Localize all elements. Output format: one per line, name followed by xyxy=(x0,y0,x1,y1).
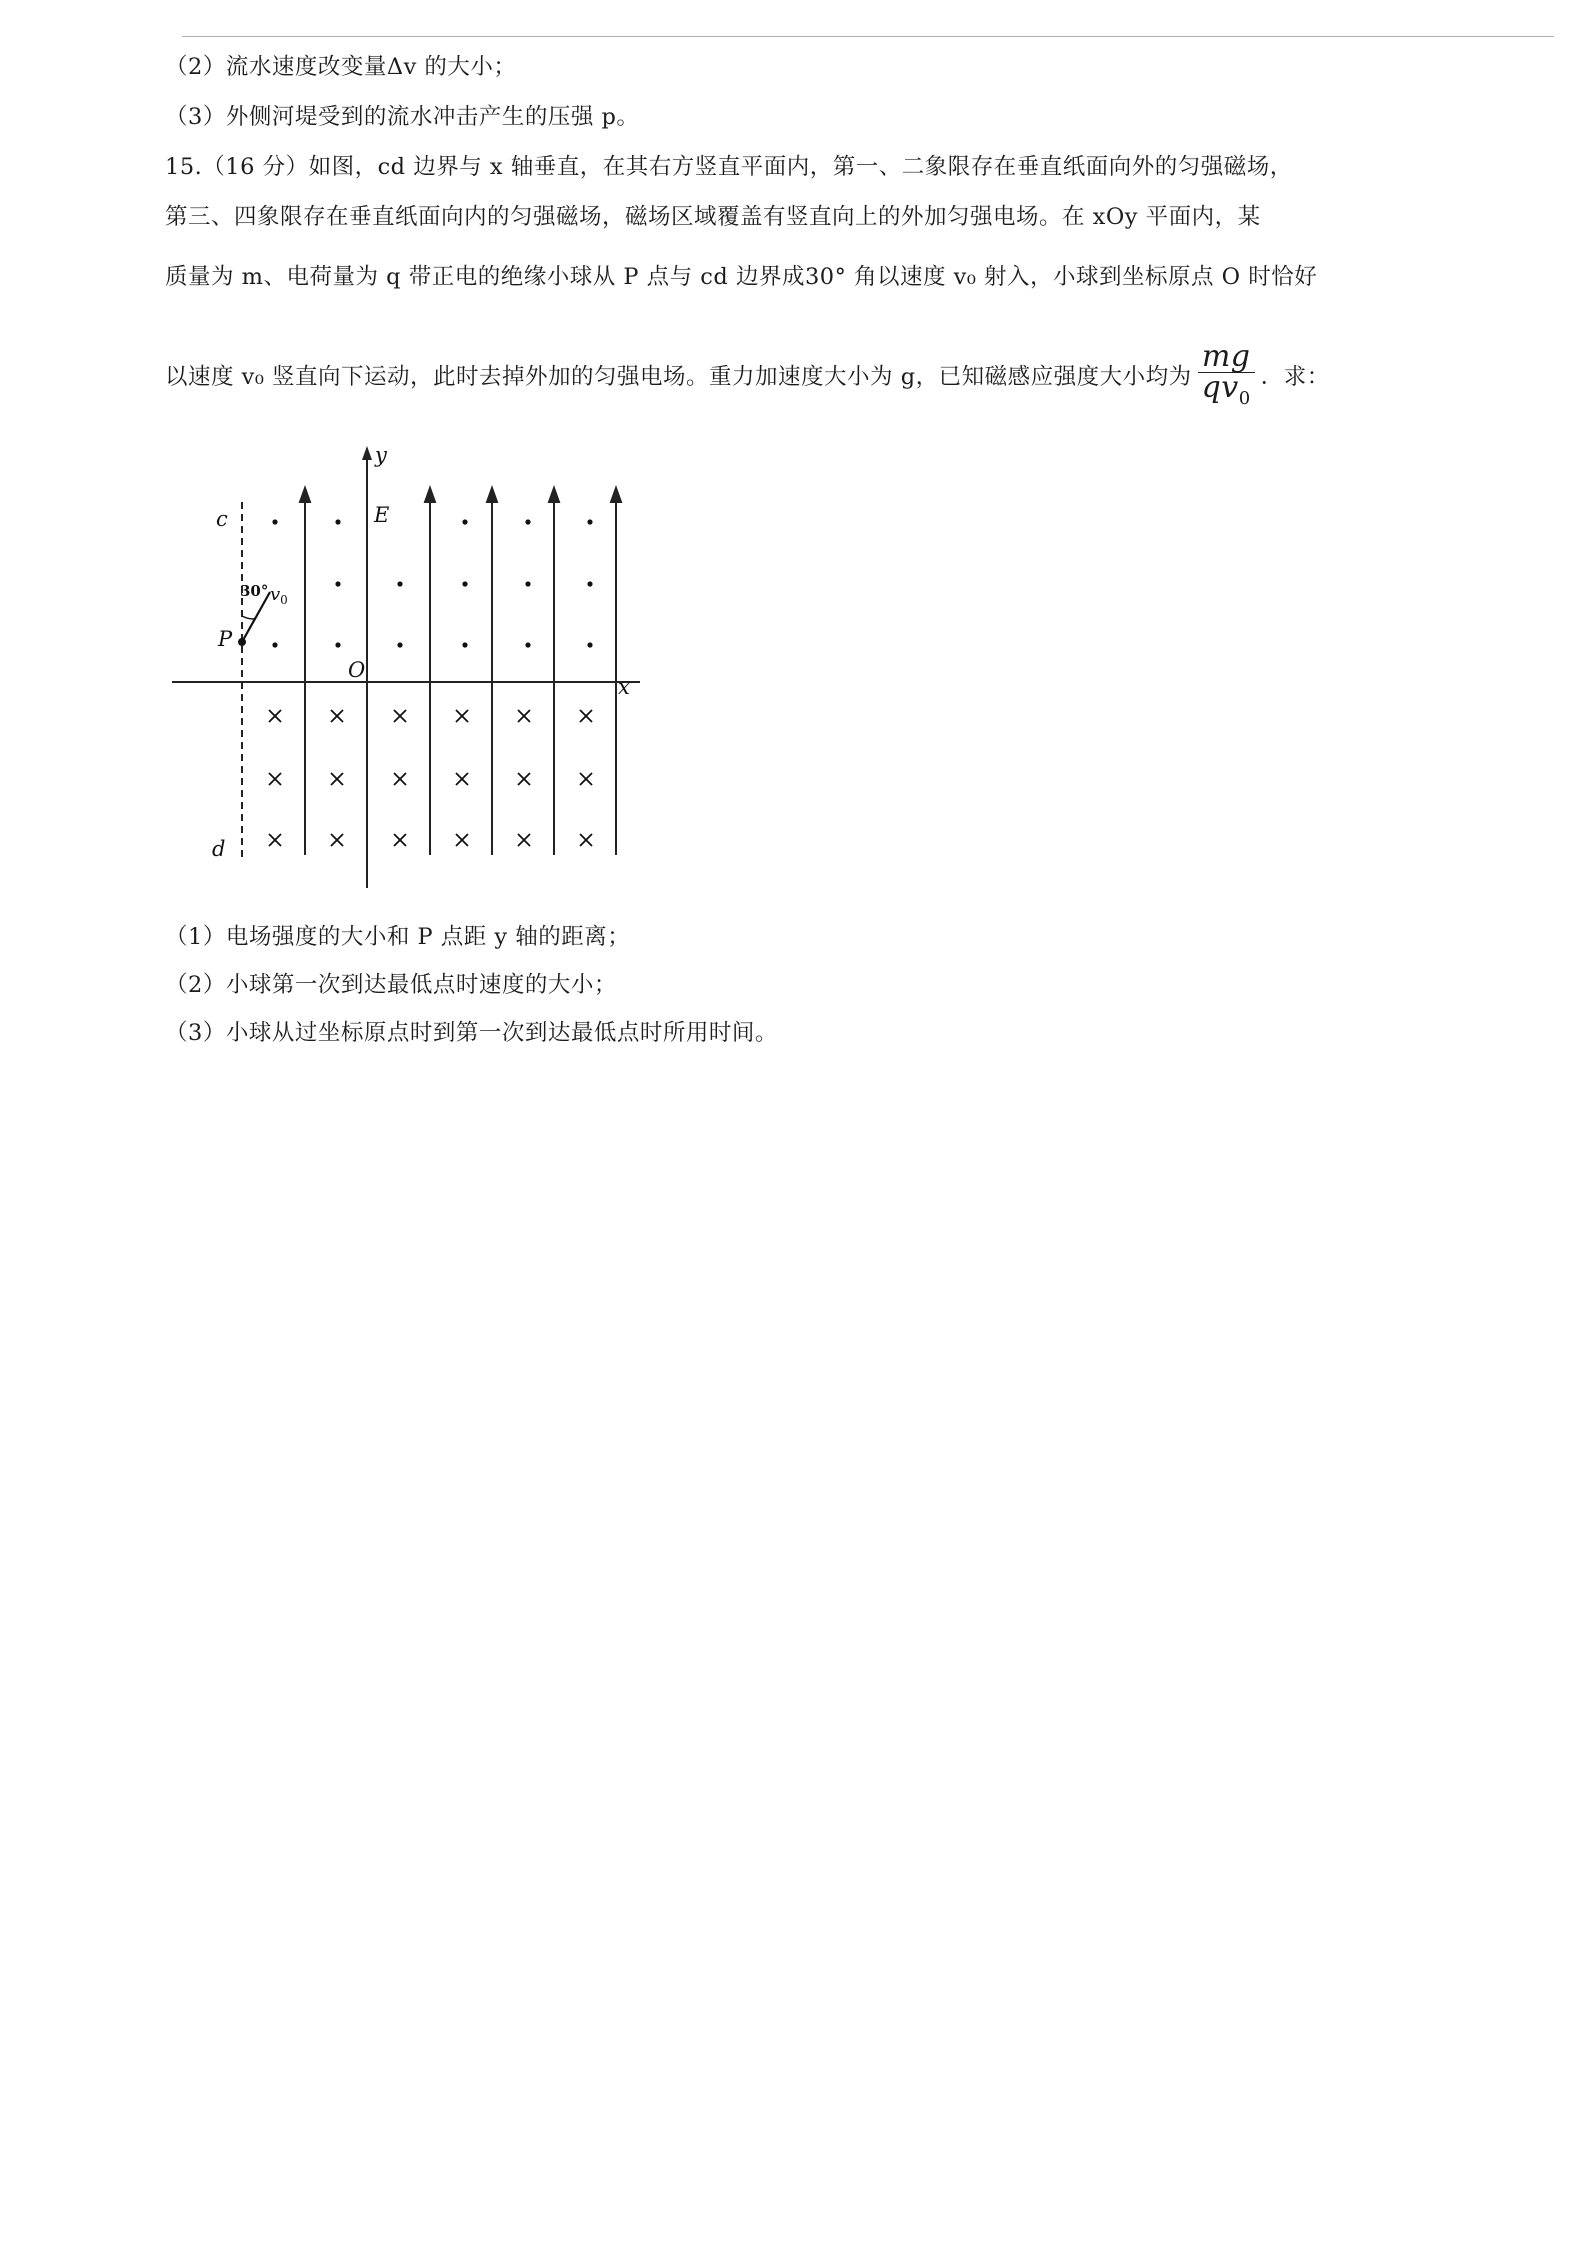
cross-icon xyxy=(269,710,281,722)
dot-icon xyxy=(587,581,592,586)
problem-15-line-4 xyxy=(165,339,1330,414)
problem-15-line-4-tail: ．求： xyxy=(1260,364,1330,390)
dot-icon xyxy=(335,519,340,524)
problem-15-line-4-text: 以速度 v₀ 竖直向下运动，此时去掉外加的匀强电场。重力加速度大小为 g，已知磁感应强度大小均为 xyxy=(165,364,1192,390)
dot-icon xyxy=(525,519,530,524)
y-axis-label: y xyxy=(375,443,387,467)
dot-icon xyxy=(397,642,402,647)
dot-icon xyxy=(272,519,277,524)
field-arrow-icon xyxy=(487,488,497,502)
cross-icon xyxy=(580,834,592,846)
cross-icon xyxy=(331,710,343,722)
cross-icon xyxy=(394,834,406,846)
p-label: P xyxy=(218,627,233,651)
cross-icon xyxy=(518,834,530,846)
cross-icon xyxy=(456,773,468,785)
e-field-label: E xyxy=(374,503,390,527)
sub-question-2: （2）流水速度改变量Δv 的大小； xyxy=(165,54,517,80)
origin-label: O xyxy=(348,658,366,682)
cross-icon xyxy=(394,710,406,722)
fraction-numerator: mg xyxy=(1198,342,1255,373)
x-axis-label: x xyxy=(618,675,630,699)
angle-arc xyxy=(242,616,255,619)
dot-icon xyxy=(525,581,530,586)
cross-icon xyxy=(394,773,406,785)
dot-icon xyxy=(525,642,530,647)
field-arrow-icon xyxy=(611,488,621,502)
header-rule xyxy=(182,36,1554,37)
dot-icon xyxy=(462,642,467,647)
field-arrow-icon xyxy=(425,488,435,502)
question-3: （3）小球从过坐标原点时到第一次到达最低点时所用时间。 xyxy=(165,1020,778,1046)
cross-icon xyxy=(580,710,592,722)
cross-icon xyxy=(269,773,281,785)
magnetic-field-fraction xyxy=(1198,339,1255,414)
angle-30-label: 30° xyxy=(240,582,269,600)
dot-icon xyxy=(397,581,402,586)
field-arrow-icon xyxy=(300,488,310,502)
fraction-denominator: $qv_0$ xyxy=(1201,370,1251,409)
dot-icon xyxy=(335,581,340,586)
field-out-dots xyxy=(272,519,592,647)
question-1: （1）电场强度的大小和 P 点距 y 轴的距离； xyxy=(165,924,631,950)
dot-icon xyxy=(587,519,592,524)
sub-question-3: （3）外侧河堤受到的流水冲击产生的压强 p。 xyxy=(165,104,640,130)
problem-15-line-1: 15.（16 分）如图，cd 边界与 x 轴垂直，在其右方竖直平面内，第一、二象限存在垂直纸面向外的匀强磁场， xyxy=(165,154,1293,180)
dot-icon xyxy=(462,581,467,586)
cross-icon xyxy=(456,834,468,846)
cross-icon xyxy=(331,773,343,785)
field-diagram xyxy=(160,440,660,900)
d-label: d xyxy=(212,837,226,861)
dot-icon xyxy=(335,642,340,647)
question-2: （2）小球第一次到达最低点时速度的大小； xyxy=(165,972,617,998)
problem-15-line-2: 第三、四象限存在垂直纸面向内的匀强磁场，磁场区域覆盖有竖直向上的外加匀强电场。在 xOy 平面内，某 xyxy=(165,204,1261,230)
problem-15-line-3: 质量为 m、电荷量为 q 带正电的绝缘小球从 P 点与 cd 边界成30° 角以速度 v₀ 射入，小球到坐标原点 O 时恰好 xyxy=(165,264,1318,290)
dot-icon xyxy=(272,642,277,647)
cross-icon xyxy=(518,773,530,785)
dot-icon xyxy=(462,519,467,524)
field-arrow-icon xyxy=(549,488,559,502)
cross-icon xyxy=(331,834,343,846)
y-axis-arrow-icon xyxy=(362,446,372,460)
cross-icon xyxy=(518,710,530,722)
v0-label: $v_0$ xyxy=(270,584,288,607)
cross-icon xyxy=(269,834,281,846)
c-label: c xyxy=(216,507,228,531)
cross-icon xyxy=(580,773,592,785)
dot-icon xyxy=(587,642,592,647)
cross-icon xyxy=(456,710,468,722)
